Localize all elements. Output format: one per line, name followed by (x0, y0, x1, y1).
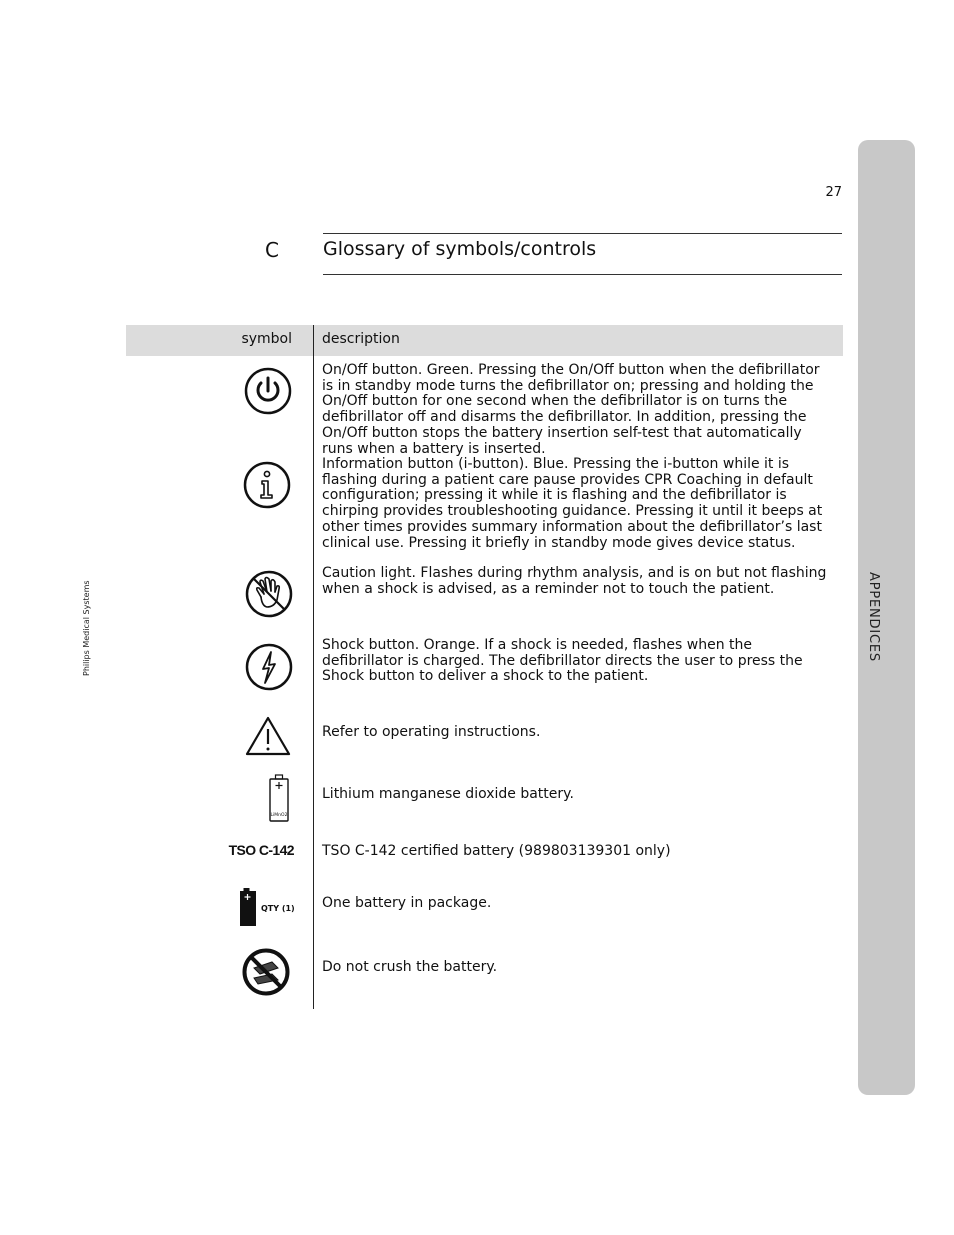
battery-chemistry-label: LiMnO2 (270, 813, 288, 818)
row-description: One battery in package. (322, 895, 492, 911)
row-description: Lithium manganese dioxide battery. (322, 786, 574, 802)
row-description: Caution light. Flashes during rhythm analysis, and is on but not flashing when a shock is advised, as a reminder not to touch the patient. (322, 565, 827, 597)
tso-label: TSO C-142 (228, 842, 294, 858)
information-button-icon (243, 461, 291, 509)
row-description: Refer to operating instructions. (322, 724, 541, 740)
row-description: Do not crush the battery. (322, 959, 498, 975)
section-top-rule (323, 233, 842, 234)
row-description: On/Off button. Green. Pressing the On/Off button when the defibrillator is in standby mode turns the defibrillator on; pressing and holding the On/Off button for one second when the defibrillator is on turns the defibrillator off and disarms the defibrillator. In addition, pressing the On/Off button stops the battery insertion self-test that automatically runs when a battery is inserted. (322, 362, 820, 457)
row-description: Information button (i-button). Blue. Pressing the i-button while it is flashing during a patient care pause provides CPR Coaching in default configuration; pressing it while it is flashing and the defibrillator is chirping provides troubleshooting guidance. Pressing it until it beeps at other times provides summary information about the defibrillator’s last clinical use. Pressing it briefly in standby mode gives device status. (322, 456, 823, 551)
warning-triangle-icon (245, 715, 291, 757)
row-description: Shock button. Orange. If a shock is needed, flashes when the defibrillator is charged. The defibrillator directs the user to press the Shock button to deliver a shock to the patient. (322, 637, 803, 685)
side-tab-label: APPENDICES (866, 572, 881, 662)
section-title: Glossary of symbols/controls (323, 238, 597, 260)
symbol-column-header: symbol (241, 331, 292, 347)
section-letter: C (265, 238, 279, 262)
shock-lightning-icon (245, 643, 293, 691)
do-not-crush-icon (242, 948, 290, 996)
battery-qty-icon (238, 887, 296, 927)
section-bottom-rule (323, 274, 842, 275)
page-number: 27 (825, 185, 842, 200)
do-not-touch-hand-icon (245, 570, 293, 618)
column-divider (313, 325, 314, 1009)
power-button-icon (244, 367, 292, 415)
row-description: TSO C-142 certified battery (989803139301 only) (322, 843, 671, 859)
description-column-header: description (322, 331, 400, 347)
quantity-label: QTY (1) (261, 904, 295, 913)
side-credit: Philips Medical Systems (82, 580, 91, 676)
battery-icon (268, 774, 290, 822)
